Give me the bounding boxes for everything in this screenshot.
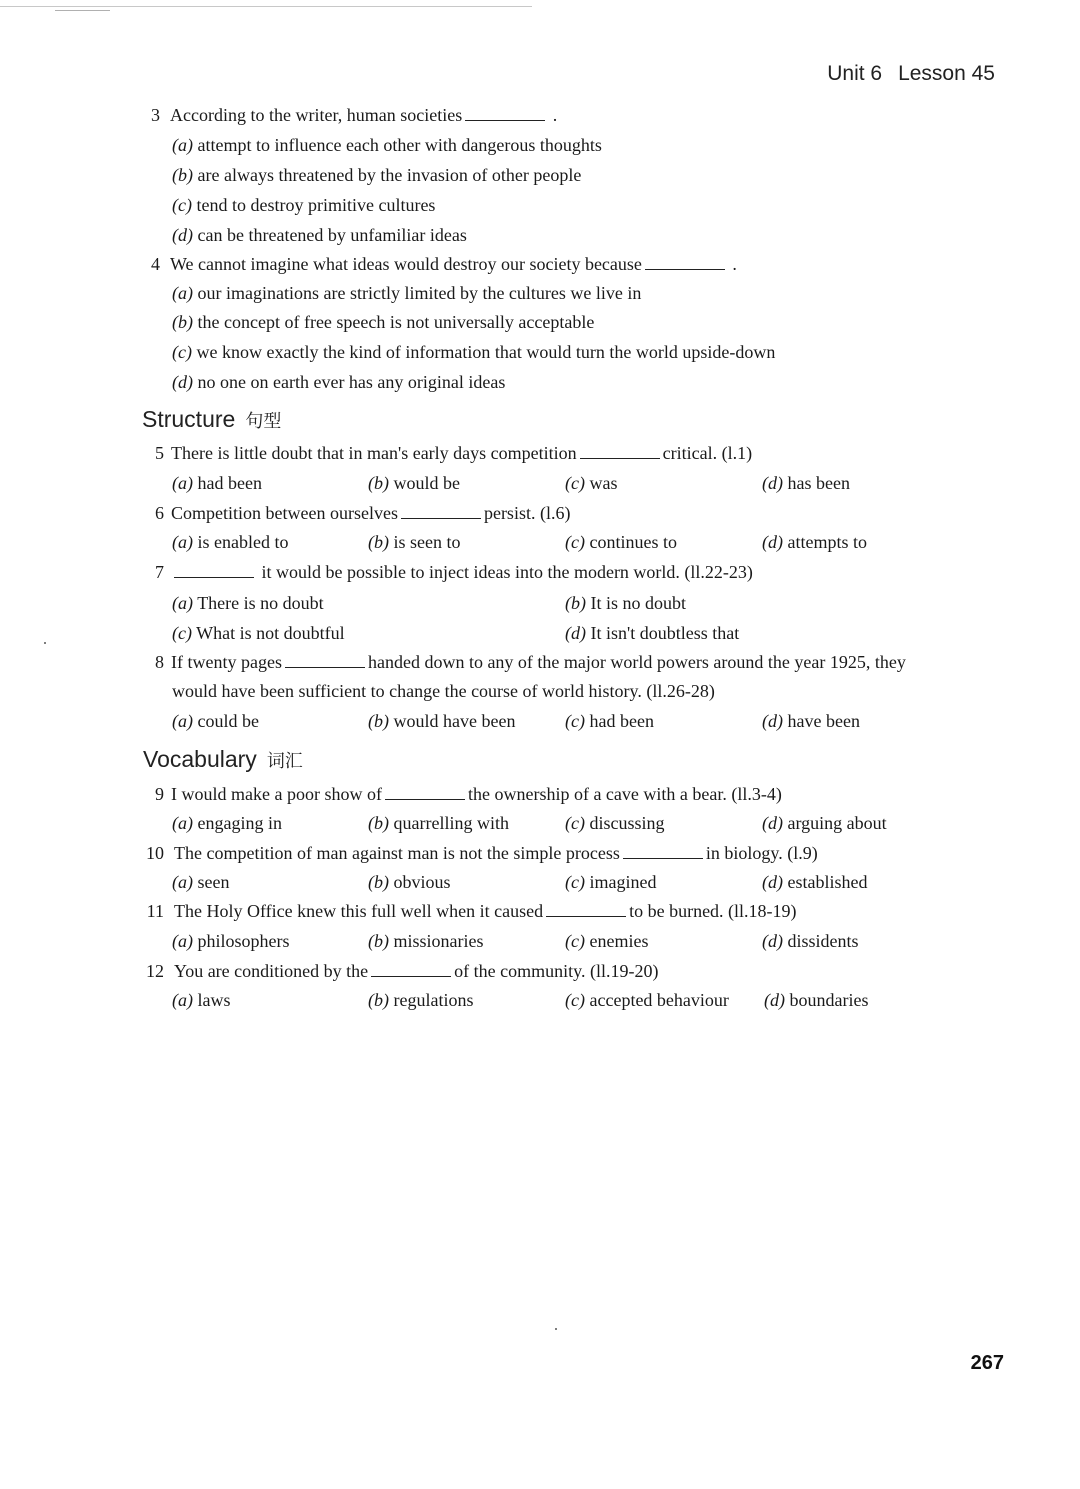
option: [565, 468, 617, 498]
option-text: dissidents: [787, 931, 859, 951]
option-text: are always threatened by the invasion of other people: [197, 165, 582, 185]
option-text: would have been: [393, 711, 516, 731]
option-letter: (c): [172, 195, 192, 215]
question-stem-end: it would be possible to inject ideas into the modern world. (ll.22-23): [261, 562, 753, 582]
option: [172, 618, 345, 648]
option-text: laws: [197, 990, 231, 1010]
option-text: accepted behaviour: [589, 990, 729, 1010]
option-letter: (b): [172, 165, 193, 185]
option-letter: (a): [172, 593, 193, 613]
option-letter: (b): [368, 532, 389, 552]
option-text: continues to: [589, 532, 677, 552]
question-continuation: would have been sufficient to change the course of world history. (ll.26-28): [172, 681, 715, 701]
option: [762, 808, 887, 838]
option-letter: (d): [764, 990, 785, 1010]
option-text: had been: [589, 711, 654, 731]
option-text: obvious: [393, 872, 451, 892]
option-text: attempts to: [787, 532, 867, 552]
option-text: no one on earth ever has any original ideas: [197, 372, 506, 392]
answer-blank: [623, 840, 703, 859]
question-stem: According to the writer, human societies: [170, 105, 463, 125]
section-title-cn: 句型: [245, 411, 282, 432]
top-rule: [0, 6, 532, 7]
option: [368, 808, 509, 838]
answer-blank: [465, 102, 545, 121]
scan-speck: [555, 1328, 557, 1330]
option: [172, 808, 282, 838]
answer-blank: [385, 781, 465, 800]
option-letter: (c): [565, 990, 585, 1010]
question-number: 7: [155, 562, 164, 582]
question-stem: There is little doubt that in man's early days competition: [171, 443, 577, 463]
answer-blank: [645, 251, 725, 270]
option-letter: (d): [762, 532, 783, 552]
answer-blank: [285, 649, 365, 668]
option: [368, 926, 484, 956]
answer-blank: [401, 500, 481, 519]
option-text: enemies: [589, 931, 649, 951]
answer-blank: [546, 898, 626, 917]
option-letter: (d): [565, 623, 586, 643]
option: [565, 527, 677, 557]
lesson-label: Lesson 45: [898, 62, 995, 85]
question-stem: The competition of man against man is not the simple process: [174, 843, 620, 863]
option-text: arguing about: [787, 813, 887, 833]
question-number: 3: [151, 105, 160, 125]
option: [172, 867, 229, 897]
option-text: engaging in: [197, 813, 282, 833]
option-letter: (a): [172, 473, 193, 493]
option-text: would be: [393, 473, 460, 493]
option-text: discussing: [589, 813, 665, 833]
running-header: [827, 62, 995, 86]
option: [368, 867, 451, 897]
option-text: There is no doubt: [197, 593, 324, 613]
question-stem-end: .: [552, 105, 558, 125]
option-letter: (a): [172, 532, 193, 552]
question-number: 10: [146, 843, 164, 863]
option: [172, 527, 288, 557]
option-text: could be: [197, 711, 259, 731]
option-text: can be threatened by unfamiliar ideas: [197, 225, 467, 245]
option: [762, 527, 867, 557]
scan-speck: [44, 642, 46, 644]
option-text: philosophers: [197, 931, 290, 951]
option-letter: (c): [565, 813, 585, 833]
option-text: tend to destroy primitive cultures: [196, 195, 436, 215]
option-letter: (d): [762, 473, 783, 493]
option-letter: (b): [368, 990, 389, 1010]
option-text: boundaries: [789, 990, 869, 1010]
question-stem: The Holy Office knew this full well when it caused: [174, 901, 544, 921]
option: [172, 588, 324, 618]
option: [172, 468, 262, 498]
question-number: 9: [155, 784, 164, 804]
option-letter: (c): [172, 342, 192, 362]
option-text: we know exactly the kind of information that would turn the world upside-down: [196, 342, 776, 362]
option-letter: (c): [565, 711, 585, 731]
option-text: have been: [787, 711, 860, 731]
section-heading-vocabulary: [143, 746, 303, 773]
option-text: our imaginations are strictly limited by the cultures we live in: [197, 283, 642, 303]
question-stem: If twenty pages: [171, 652, 282, 672]
option-text: had been: [197, 473, 262, 493]
option-letter: (c): [565, 532, 585, 552]
option-text: has been: [787, 473, 850, 493]
option-text: was: [589, 473, 618, 493]
question-stem-end: in biology. (l.9): [705, 843, 818, 863]
option-text: missionaries: [393, 931, 484, 951]
option: [762, 706, 860, 736]
question-stem-end: handed down to any of the major world powers around the year 1925, they: [367, 652, 906, 672]
option: [762, 468, 850, 498]
option-letter: (a): [172, 711, 193, 731]
option-letter: (c): [565, 473, 585, 493]
option: [565, 808, 665, 838]
option-letter: (b): [565, 593, 586, 613]
option-text: is enabled to: [197, 532, 289, 552]
option: [565, 706, 654, 736]
option: [368, 706, 515, 736]
option: [565, 618, 739, 648]
option-text: seen: [197, 872, 230, 892]
option-letter: (c): [172, 623, 192, 643]
question-stem: We cannot imagine what ideas would destroy our society because: [170, 254, 642, 274]
option-text: imagined: [589, 872, 657, 892]
question-stem: I would make a poor show of: [171, 784, 382, 804]
option: [368, 527, 461, 557]
question-number: 5: [155, 443, 164, 463]
option-text: What is not doubtful: [196, 623, 345, 643]
option: [172, 926, 290, 956]
question-stem-end: the ownership of a cave with a bear. (ll.3-4): [467, 784, 782, 804]
question-number: 4: [151, 254, 160, 274]
question-stem-end: .: [732, 254, 737, 274]
option: [764, 985, 868, 1015]
option-text: the concept of free speech is not universally acceptable: [197, 312, 595, 332]
option: [762, 926, 859, 956]
option-letter: (a): [172, 990, 193, 1010]
option-text: quarrelling with: [393, 813, 509, 833]
section-title: Structure: [142, 406, 236, 432]
section-title: Vocabulary: [143, 746, 257, 772]
option-letter: (c): [565, 872, 585, 892]
option-letter: (d): [762, 711, 783, 731]
question-stem-end: to be burned. (ll.18-19): [629, 901, 797, 921]
option-letter: (d): [762, 813, 783, 833]
section-title-cn: 词汇: [266, 751, 303, 772]
option: [565, 926, 648, 956]
option-letter: (a): [172, 813, 193, 833]
question-number: 11: [146, 901, 164, 921]
answer-blank: [371, 958, 451, 977]
option-text: regulations: [393, 990, 474, 1010]
option: [565, 867, 656, 897]
option-letter: (d): [762, 872, 783, 892]
option: [172, 985, 231, 1015]
option-text: attempt to influence each other with dangerous thoughts: [197, 135, 602, 155]
option: [368, 985, 473, 1015]
question-number: 8: [155, 652, 164, 672]
option: [172, 706, 259, 736]
option-letter: (b): [368, 872, 389, 892]
question-number: 12: [146, 961, 164, 981]
option-letter: (a): [172, 872, 193, 892]
section-heading-structure: [142, 406, 281, 433]
unit-label: Unit 6: [827, 62, 883, 85]
option-text: is seen to: [393, 532, 461, 552]
question-stem-end: critical. (l.1): [662, 443, 753, 463]
option-text: It is no doubt: [590, 593, 687, 613]
option: [565, 588, 686, 618]
question-stem: Competition between ourselves: [171, 503, 398, 523]
page-number: 267: [970, 1352, 1004, 1374]
option: [368, 468, 460, 498]
option-letter: (d): [172, 225, 193, 245]
option-letter: (a): [172, 931, 193, 951]
option-letter: (b): [172, 312, 193, 332]
option-letter: (a): [172, 135, 193, 155]
question-number: 6: [155, 503, 164, 523]
option-letter: (b): [368, 931, 389, 951]
option-text: It isn't doubtless that: [590, 623, 740, 643]
option-letter: (b): [368, 813, 389, 833]
option-letter: (d): [172, 372, 193, 392]
option-letter: (b): [368, 473, 389, 493]
question-stem-end: of the community. (ll.19-20): [454, 961, 659, 981]
option-letter: (a): [172, 283, 193, 303]
option-text: established: [787, 872, 868, 892]
option-letter: (d): [762, 931, 783, 951]
top-rule-short: [55, 10, 110, 11]
option: [762, 867, 867, 897]
option: [565, 985, 729, 1015]
answer-blank: [580, 440, 660, 459]
option-letter: (c): [565, 931, 585, 951]
question-stem-end: persist. (l.6): [483, 503, 571, 523]
question-stem: You are conditioned by the: [174, 961, 369, 981]
option-letter: (b): [368, 711, 389, 731]
answer-blank: [174, 559, 254, 578]
